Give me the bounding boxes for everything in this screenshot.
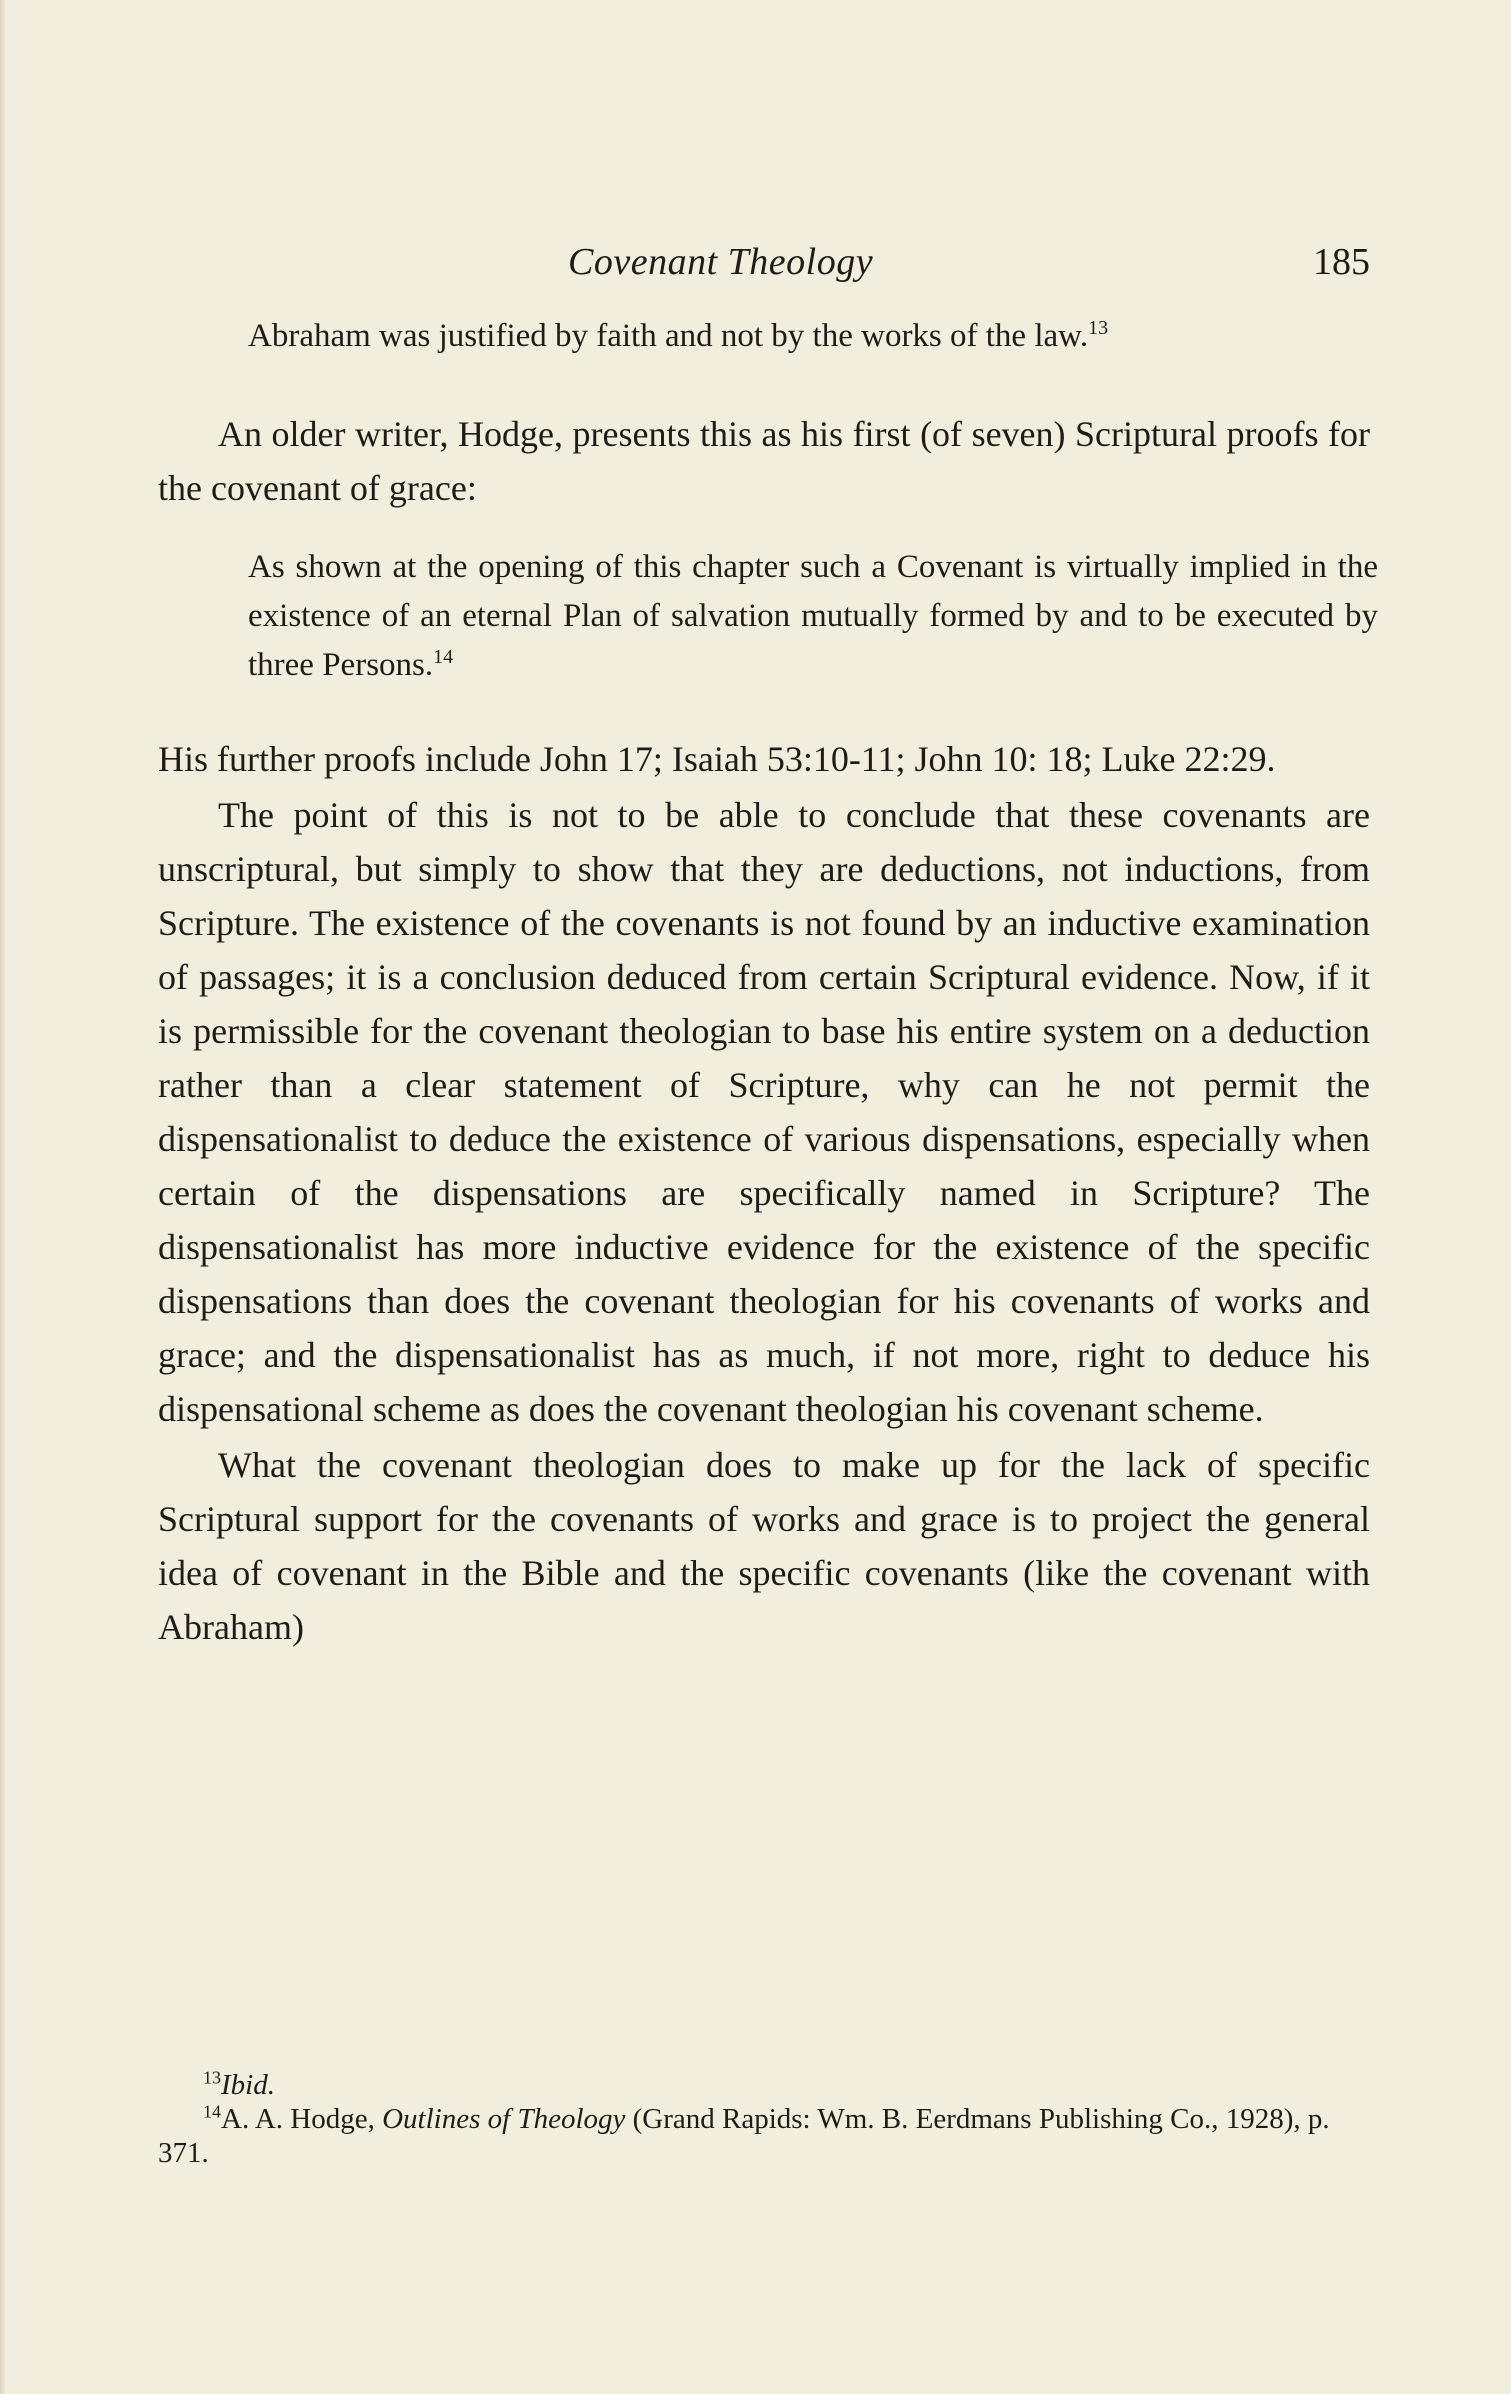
quote-text: As shown at the opening of this chapter such a Covenant is virtually implied in the existence of an eternal Plan of salvation mutually formed by and to be executed by three Persons. (248, 549, 1378, 683)
block-quote-abraham (248, 312, 1378, 361)
block-quote-hodge (248, 543, 1378, 690)
paragraph-deductions: The point of this is not to be able to conclude that these covenants are unscriptural, but simply to show that they are deductions, not inductions, from Scripture. The existence of the covenants is not found by an inductive examination of passages; it is a conclusion deduced from certain Scriptural evidence. Now, if it is permissible for the covenant theologian to base his entire system on a deduction rather than a clear statement of Scripture, why can he not permit the dispensationalist to deduce the existence of various dispensations, especially when certain of the dispensations are specifically named in Scripture? The dispensationalist has more inductive evidence for the existence of the specific dispensations than does the covenant theologian for his covenants of works and grace; and the dispensationalist has as much, if not more, right to deduce his dispensational scheme as does the covenant theologian his covenant scheme. (158, 795, 1370, 1429)
footnote-number: 14 (203, 2101, 221, 2122)
footnote-publication: (Grand Rapids: Wm. B. Eerdmans Publishing Co., 1928), p. 371. (158, 2103, 1330, 2169)
footnote-14 (158, 2102, 1370, 2170)
footnotes (158, 2068, 1370, 2170)
running-title: Covenant Theology (568, 241, 874, 283)
page-edge-shadow (0, 0, 5, 2394)
footnote-13 (158, 2068, 1370, 2102)
footnote-ref-14: 14 (433, 646, 454, 668)
paragraph-further-proofs: His further proofs include John 17; Isaiah 53:10-11; John 10: 18; Luke 22:29. (158, 739, 1276, 779)
footnote-ref-13: 13 (1088, 317, 1109, 339)
footnote-book-title: Outlines of Theology (382, 2103, 626, 2135)
book-page (158, 240, 1378, 1654)
page-number: 185 (1313, 241, 1370, 283)
paragraph-covenant-projection: What the covenant theologian does to make up for the lack of specific Scriptural support for the covenants of works and grace is to project the general idea of covenant in the Bible and the specific covenants (like the covenant with Abraham) (158, 1445, 1370, 1647)
running-head (158, 240, 1370, 300)
quote-text: Abraham was justified by faith and not by the works of the law. (248, 318, 1089, 354)
footnote-italic: Ibid. (221, 2069, 275, 2101)
footnote-author: A. A. Hodge, (221, 2103, 383, 2135)
footnote-number: 13 (203, 2067, 221, 2088)
paragraph-hodge-intro: An older writer, Hodge, presents this as his first (of seven) Scriptural proofs for the covenant of grace: (158, 414, 1370, 508)
